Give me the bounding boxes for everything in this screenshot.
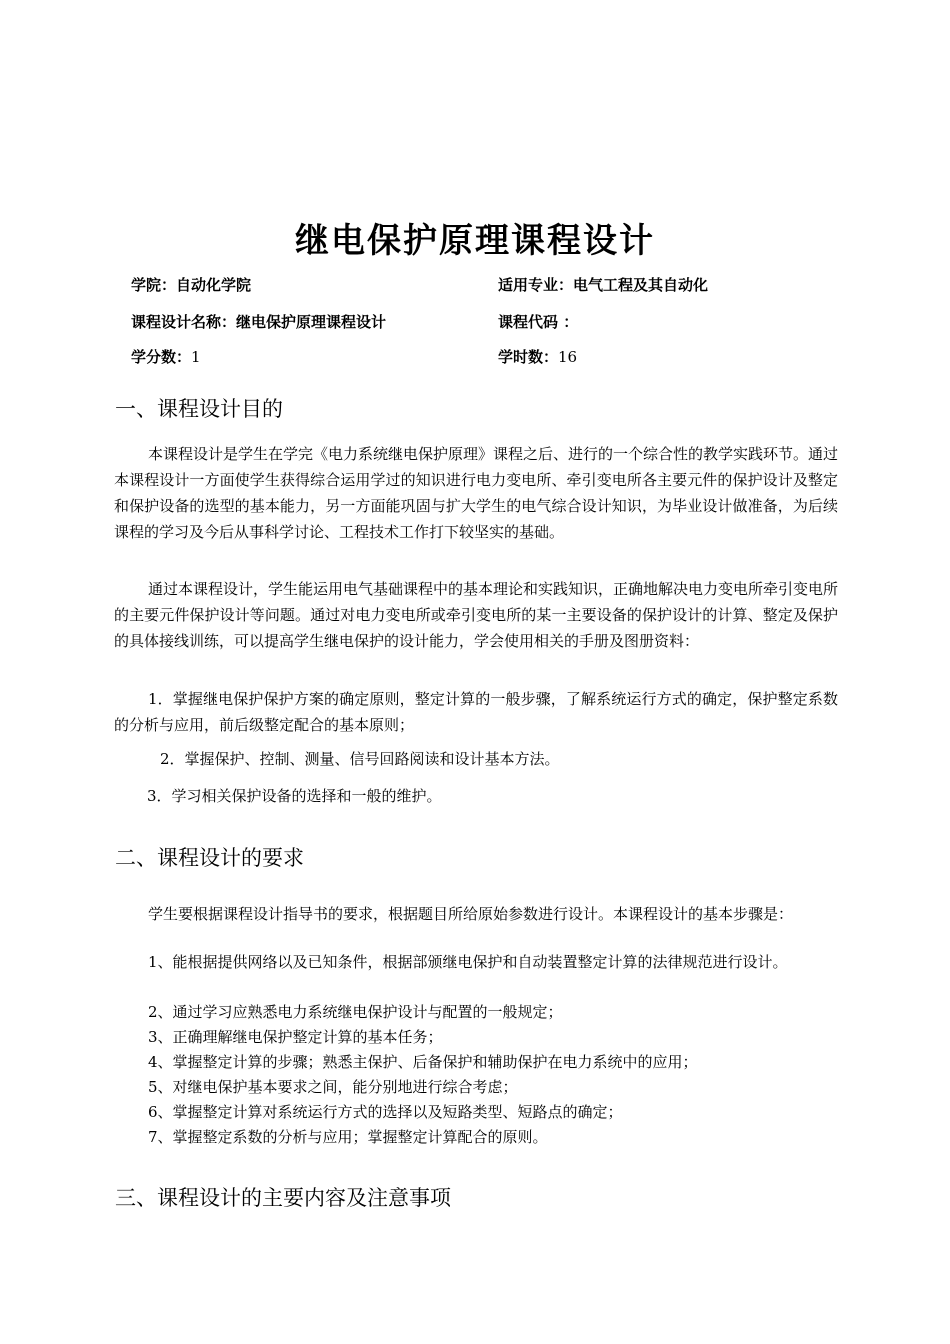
section3-heading: 三、课程设计的主要内容及注意事项 xyxy=(115,1186,451,1210)
college-value: 自动化学院 xyxy=(176,276,252,294)
college-label: 学院： xyxy=(131,276,177,294)
credits-value: 1 xyxy=(191,348,201,366)
major-field xyxy=(498,274,708,295)
section2-step-2: 2、通过学习应熟悉电力系统继电保护设计与配置的一般规定； xyxy=(148,1003,563,1021)
major-value: 电气工程及其自动化 xyxy=(573,276,709,294)
section2-step-3: 3、正确理解继电保护整定计算的基本任务； xyxy=(148,1028,443,1046)
section1-paragraph-2: 通过本课程设计，学生能运用电气基础课程中的基本理论和实践知识，正确地解决电力变电所牵引变电所的主要元件保护设计等问题。通过对电力变电所或牵引变电所的某一主要设备的保护设计的计算、整定及保护的具体接线训练，可以提高学生继电保护的设计能力，学会使用相关的手册及图册资料： xyxy=(114,580,839,650)
section1-item-2: 2．掌握保护、控制、测量、信号回路阅读和设计基本方法。 xyxy=(160,750,560,768)
course-name-field xyxy=(131,311,386,332)
section2-heading: 二、课程设计的要求 xyxy=(115,846,304,870)
section2-step-5: 5、对继电保护基本要求之间，能分别地进行综合考虑； xyxy=(148,1078,518,1096)
course-code-field xyxy=(498,311,578,332)
section2-step-7: 7、掌握整定系数的分析与应用；掌握整定计算配合的原则。 xyxy=(148,1128,548,1146)
major-label: 适用专业： xyxy=(498,276,574,294)
course-name-value: 继电保护原理课程设计 xyxy=(236,313,387,331)
hours-value: 16 xyxy=(558,348,578,366)
course-code-label: 课程代码 ： xyxy=(498,313,579,331)
hours-field xyxy=(498,346,577,367)
section1-item-1: 1．掌握继电保护保护方案的确定原则，整定计算的一般步骤，了解系统运行方式的确定，保护整定系数的分析与应用，前后级整定配合的基本原则； xyxy=(114,690,838,734)
credits-label: 学分数： xyxy=(131,348,192,366)
college-field xyxy=(131,274,251,295)
hours-label: 学时数： xyxy=(498,348,559,366)
section2-step-4: 4、掌握整定计算的步骤；熟悉主保护、后备保护和辅助保护在电力系统中的应用； xyxy=(148,1053,698,1071)
section2-step-6: 6、掌握整定计算对系统运行方式的选择以及短路类型、短路点的确定； xyxy=(148,1103,623,1121)
course-name-label: 课程设计名称： xyxy=(131,313,237,331)
section1-heading: 一、课程设计目的 xyxy=(115,397,283,421)
section2-step-1: 1、能根据提供网络以及已知条件，根据部颁继电保护和自动装置整定计算的法律规范进行设计。 xyxy=(148,953,788,971)
credits-field xyxy=(131,346,201,367)
section1-paragraph-1: 本课程设计是学生在学完《电力系统继电保护原理》课程之后、进行的一个综合性的教学实践环节。通过本课程设计一方面使学生获得综合运用学过的知识进行电力变电所、牵引变电所各主要元件的保护设计及整定和保护设备的选型的基本能力，另一方面能巩固与扩大学生的电气综合设计知识，为毕业设计做准备，为后续课程的学习及今后从事科学讨论、工程技术工作打下较坚实的基础。 xyxy=(114,445,839,541)
document-title: 继电保护原理课程设计 xyxy=(295,221,655,261)
section1-item-3: 3．学习相关保护设备的选择和一般的维护。 xyxy=(147,787,442,805)
section2-intro: 学生要根据课程设计指导书的要求，根据题目所给原始参数进行设计。本课程设计的基本步骤是： xyxy=(148,905,794,923)
